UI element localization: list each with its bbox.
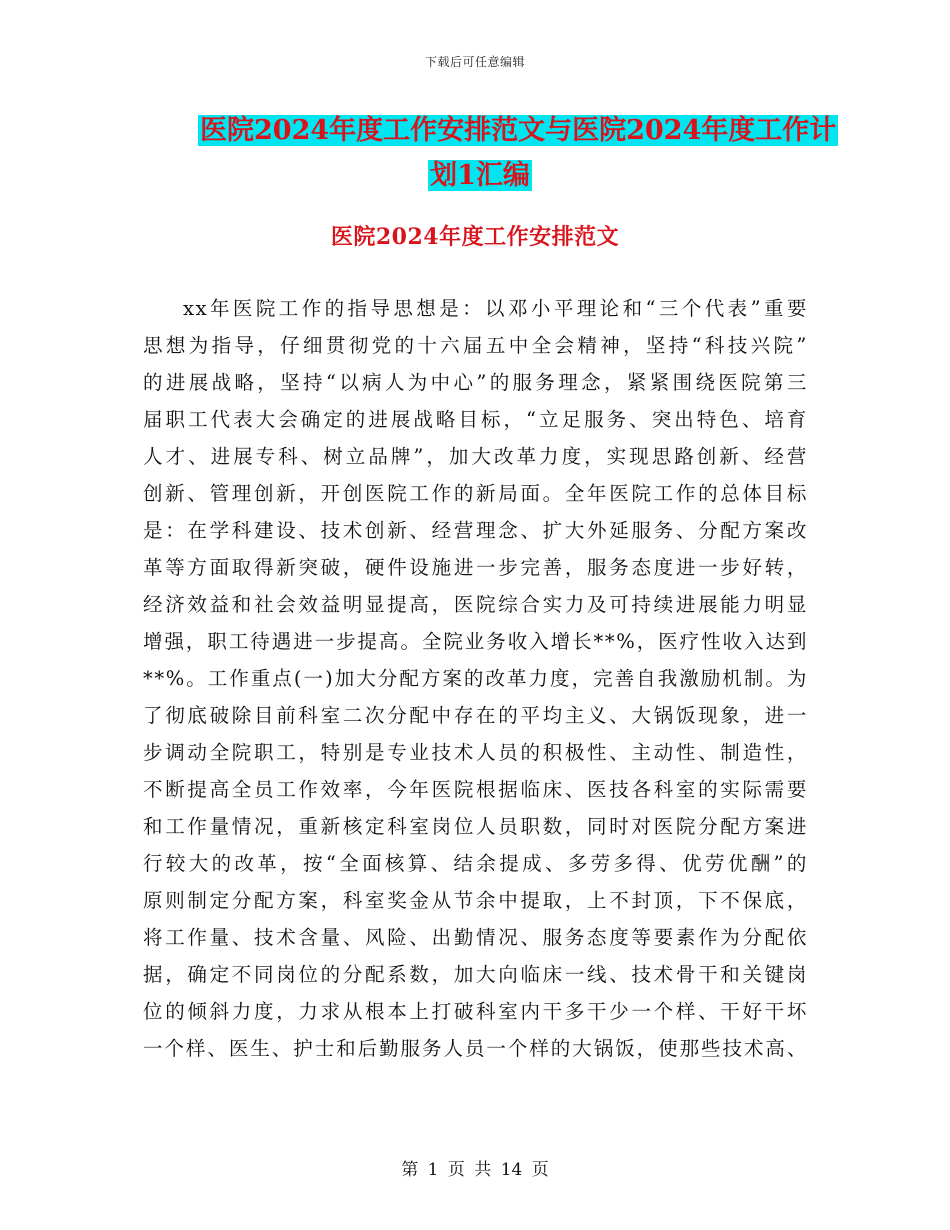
page-number-footer: 第 1 页 共 14 页	[401, 1160, 549, 1180]
body-line: 了彻底破除目前科室二次分配中存在的平均主义、大锅饭现象，进一	[143, 704, 808, 727]
body-line: 革等方面取得新突破，硬件设施进一步完善，服务态度进一步好转，	[143, 556, 808, 579]
body-line: 经济效益和社会效益明显提高，医院综合实力及可持续进展能力明显	[143, 593, 808, 616]
body-line: 原则制定分配方案，科室奖金从节余中提取，上不封顶，下不保底，	[143, 889, 808, 912]
body-line: **%。工作重点(一)加大分配方案的改革力度，完善自我激励机制。为	[143, 667, 808, 690]
body-line: 一个样、医生、护士和后勤服务人员一个样的大锅饭，使那些技术高、	[143, 1037, 808, 1060]
section-title: 医院2024年度工作安排范文	[330, 224, 620, 250]
body-line: 步调动全院职工，特别是专业技术人员的积极性、主动性、制造性，	[143, 741, 808, 764]
body-line: 据，确定不同岗位的分配系数，加大向临床一线、技术骨干和关键岗	[143, 963, 808, 986]
body-line: 和工作量情况，重新核定科室岗位人员职数，同时对医院分配方案进	[143, 815, 808, 838]
document-title	[150, 108, 837, 198]
title-line-1: 医院2024年度工作安排范文与医院2024年度工作计	[200, 115, 837, 146]
body-line: xx年医院工作的指导思想是：以邓小平理论和“三个代表”重要	[183, 297, 808, 320]
body-line: 创新、管理创新，开创医院工作的新局面。全年医院工作的总体目标	[143, 482, 808, 505]
body-line: 将工作量、技术含量、风险、出勤情况、服务态度等要素作为分配依	[143, 926, 808, 949]
body-line: 届职工代表大会确定的进展战略目标，“立足服务、突出特色、培育	[143, 408, 808, 431]
header-note: 下载后可任意编辑	[424, 55, 525, 69]
title-line-2: 划1汇编	[430, 160, 530, 191]
body-line: 不断提高全员工作效率，今年医院根据临床、医技各科室的实际需要	[143, 778, 808, 801]
body-line: 的进展战略，坚持“以病人为中心”的服务理念，紧紧围绕医院第三	[143, 371, 808, 394]
body-line: 思想为指导，仔细贯彻党的十六届五中全会精神，坚持“科技兴院”	[143, 334, 808, 357]
body-line: 人才、进展专科、树立品牌”，加大改革力度，实现思路创新、经营	[143, 445, 808, 468]
body-paragraph	[143, 294, 808, 1071]
body-line: 位的倾斜力度，力求从根本上打破科室内干多干少一个样、干好干坏	[143, 1000, 808, 1023]
body-line: 行较大的改革，按“全面核算、结余提成、多劳多得、优劳优酬”的	[143, 852, 808, 875]
body-line: 增强，职工待遇进一步提高。全院业务收入增长**%，医疗性收入达到	[143, 630, 808, 653]
body-line: 是：在学科建设、技术创新、经营理念、扩大外延服务、分配方案改	[143, 519, 808, 542]
